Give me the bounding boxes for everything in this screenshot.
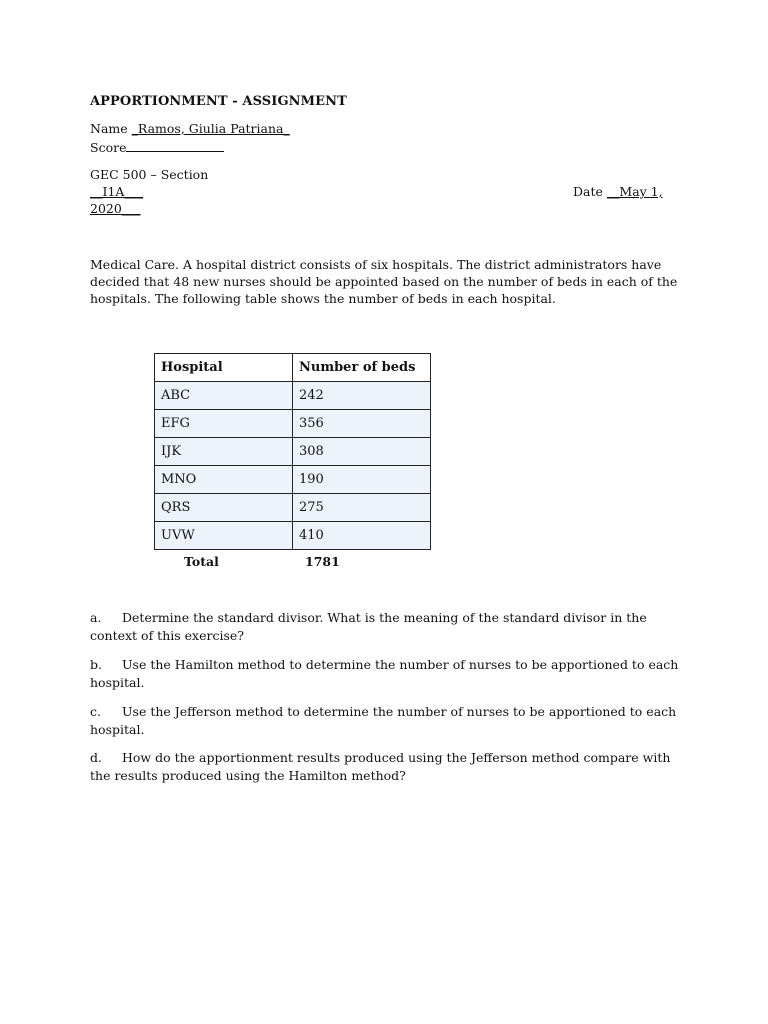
question-letter: d. bbox=[90, 750, 102, 765]
beds-table bbox=[154, 353, 431, 550]
beds-cell: 190 bbox=[293, 466, 431, 494]
question-d bbox=[90, 749, 682, 785]
table-header-hospital: Hospital bbox=[155, 354, 293, 382]
question-b bbox=[90, 656, 682, 692]
table-header-beds: Number of beds bbox=[293, 354, 431, 382]
table-row bbox=[155, 438, 431, 466]
beds-cell: 356 bbox=[293, 410, 431, 438]
question-text: Determine the standard divisor. What is the meaning of the standard divisor in the context of this exercise? bbox=[90, 610, 647, 643]
hospital-cell: QRS bbox=[155, 494, 293, 522]
question-letter: a. bbox=[90, 610, 102, 625]
hospital-cell: EFG bbox=[155, 410, 293, 438]
table-row bbox=[155, 494, 431, 522]
section-value: __I1A___ bbox=[90, 184, 144, 199]
table-row bbox=[155, 410, 431, 438]
year-value: 2020___ bbox=[90, 201, 141, 216]
question-c bbox=[90, 703, 682, 739]
beds-cell: 275 bbox=[293, 494, 431, 522]
score-blank bbox=[126, 139, 224, 152]
beds-cell: 242 bbox=[293, 382, 431, 410]
question-letter: c. bbox=[90, 704, 101, 719]
date-label: Date bbox=[573, 184, 603, 199]
name-line bbox=[90, 121, 290, 136]
hospital-cell: UVW bbox=[155, 522, 293, 550]
page-title: APPORTIONMENT - ASSIGNMENT bbox=[90, 94, 347, 109]
question-text: Use the Jefferson method to determine the number of nurses to be apportioned to each hospital. bbox=[90, 704, 677, 737]
name-value: _Ramos, Giulia Patriana_ bbox=[131, 121, 290, 136]
beds-cell: 410 bbox=[293, 522, 431, 550]
table-row bbox=[155, 466, 431, 494]
total-label: Total bbox=[184, 554, 219, 569]
problem-text: Medical Care. A hospital district consists of six hospitals. The district administrators have decided that 48 new nurses should be appointed based on the number of beds in each of the hospitals. The following table shows the number of beds in each hospital. bbox=[90, 257, 678, 306]
question-letter: b. bbox=[90, 657, 102, 672]
beds-cell: 308 bbox=[293, 438, 431, 466]
score-label: Score bbox=[90, 140, 127, 155]
total-value: 1781 bbox=[305, 554, 340, 569]
hospital-cell: ABC bbox=[155, 382, 293, 410]
question-a bbox=[90, 609, 682, 645]
score-line bbox=[90, 139, 224, 155]
hospital-cell: MNO bbox=[155, 466, 293, 494]
name-label: Name bbox=[90, 121, 128, 136]
course-line: GEC 500 – Section bbox=[90, 167, 209, 182]
table-row bbox=[155, 382, 431, 410]
table-row bbox=[155, 522, 431, 550]
question-text: Use the Hamilton method to determine the number of nurses to be apportioned to each hospital. bbox=[90, 657, 679, 690]
hospital-cell: IJK bbox=[155, 438, 293, 466]
table-header-row bbox=[155, 354, 431, 382]
question-text: How do the apportionment results produced using the Jefferson method compare with the results produced using the Hamilton method? bbox=[90, 750, 671, 783]
date-line bbox=[573, 184, 663, 199]
date-value: __May 1, bbox=[606, 184, 663, 199]
